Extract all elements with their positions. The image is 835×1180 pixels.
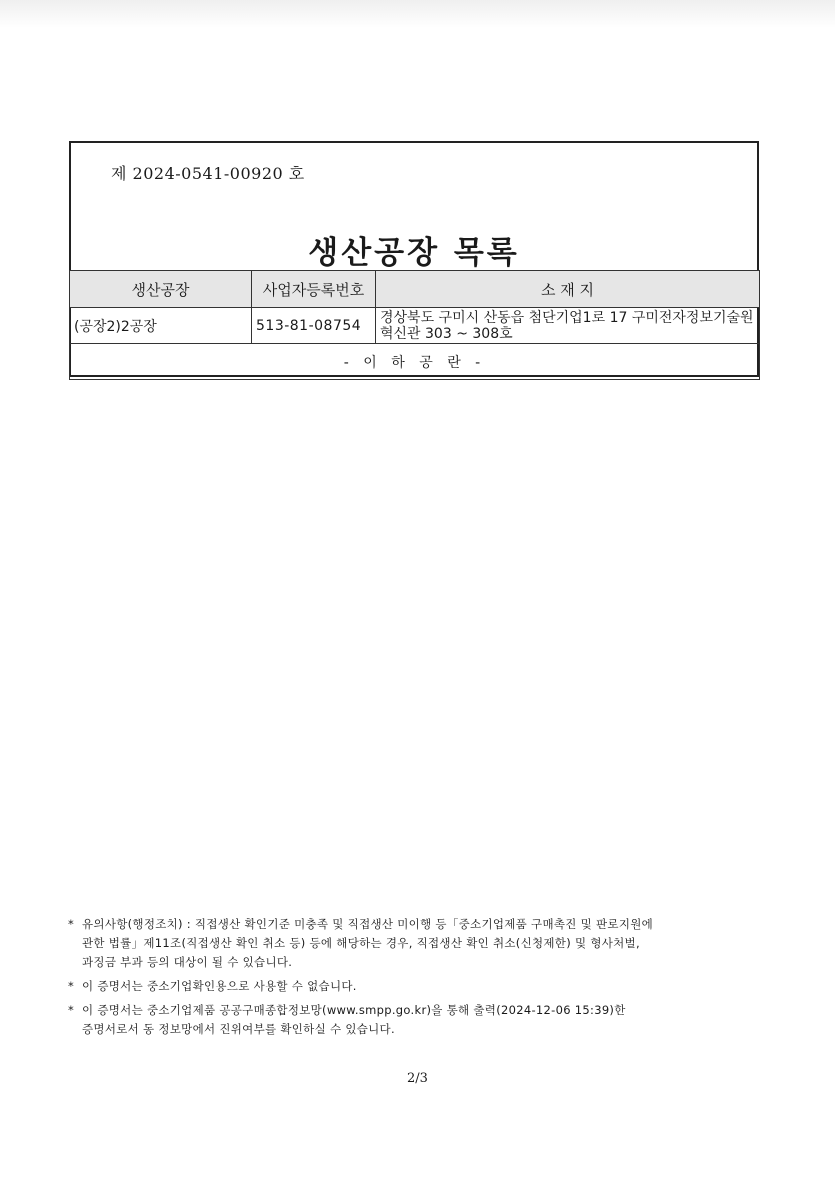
note-item — [68, 915, 780, 972]
table-row — [70, 308, 760, 344]
note-line: 이 증명서는 중소기업확인용으로 사용할 수 없습니다. — [82, 979, 357, 993]
note-line: 이 증명서는 중소기업제품 공공구매종합정보망(www.smpp.go.kr)을 통해 출력(2024-12-06 15:39)한 — [82, 1003, 626, 1017]
certificate-number: 제 2024-0541-00920 호 — [111, 164, 305, 183]
note-bullet: * — [68, 917, 74, 931]
business-number-cell: 513-81-08754 — [252, 308, 376, 344]
page-number: 2/3 — [407, 1071, 428, 1086]
table-header-row — [70, 271, 760, 308]
address-line-1: 경상북도 구미시 산동읍 첨단기업1로 17 구미전자정보기술원 — [380, 309, 754, 326]
notes-section — [68, 915, 780, 1044]
header-factory: 생산공장 — [70, 271, 252, 308]
note-line: 과징금 부과 등의 대상이 될 수 있습니다. — [82, 955, 293, 969]
note-bullet: * — [68, 1003, 74, 1017]
note-bullet: * — [68, 979, 74, 993]
note-line: 관한 법률」제11조(직접생산 확인 취소 등) 등에 해당하는 경우, 직접생산 확인 취소(신청제한) 및 형사처벌, — [82, 936, 640, 950]
factory-table — [69, 270, 760, 380]
scan-top-shade — [0, 0, 835, 28]
note-item — [68, 1001, 780, 1039]
header-business-number: 사업자등록번호 — [252, 271, 376, 308]
note-item — [68, 977, 780, 996]
end-marker: - 이 하 공 란 - — [70, 344, 760, 380]
address-line-2: 혁신관 303 ~ 308호 — [380, 325, 513, 342]
note-line: 유의사항(행정조치) : 직접생산 확인기준 미충족 및 직접생산 미이행 등「중소기업제품 구매촉진 및 판로지원에 — [82, 917, 654, 931]
document-title: 생산공장 목록 — [308, 235, 520, 271]
certificate-box — [69, 141, 759, 377]
header-address: 소 재 지 — [376, 271, 760, 308]
factory-name-cell: (공장2)2공장 — [70, 308, 252, 344]
end-marker-row — [70, 344, 760, 380]
note-line: 증명서로서 동 정보망에서 진위여부를 확인하실 수 있습니다. — [82, 1022, 395, 1036]
address-cell — [376, 308, 760, 344]
